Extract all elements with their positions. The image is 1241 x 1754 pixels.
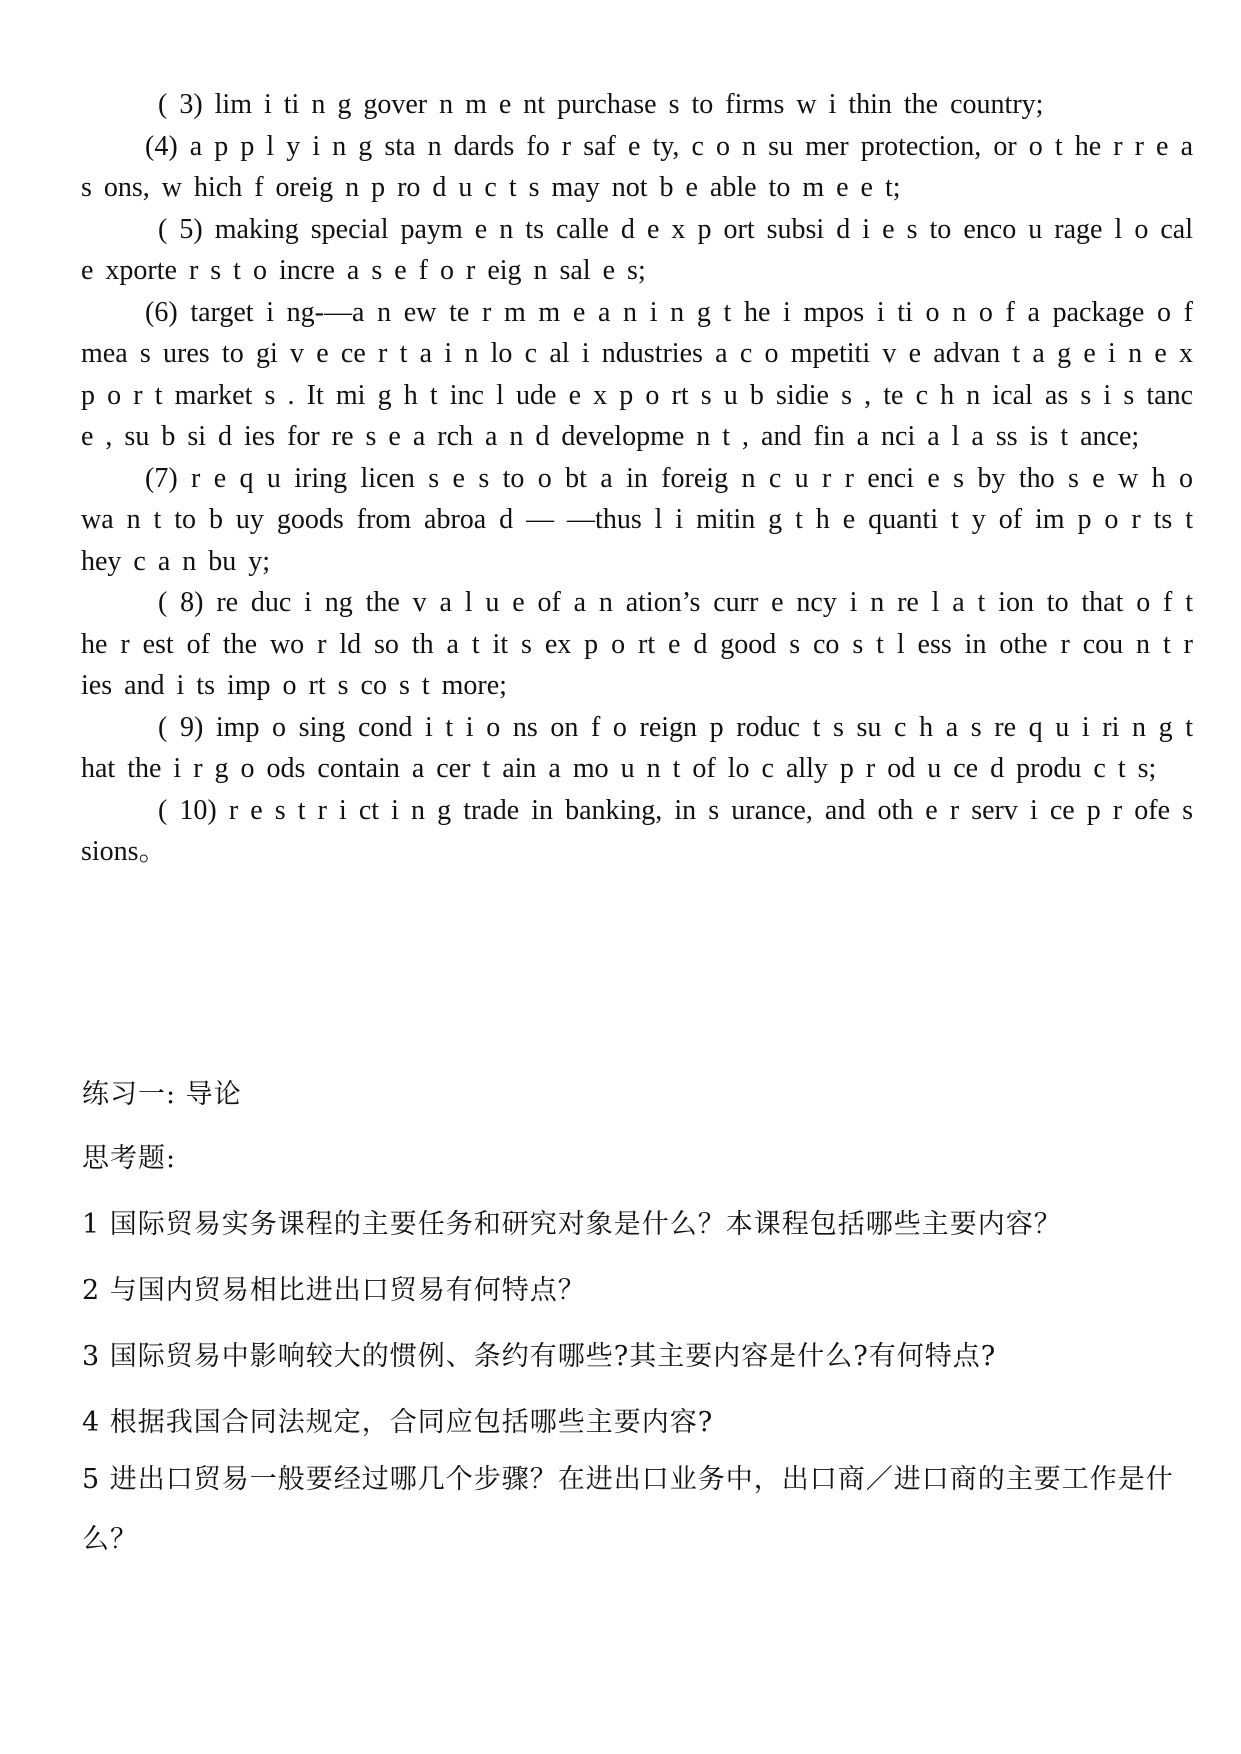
question-3: 3 国际贸易中影响较大的惯例、条约有哪些?其主要内容是什么?有何特点?: [82, 1341, 997, 1372]
paragraph-item-4: (4) a p p l y i n g sta n dards fo r saf e ty, c o n su mer protection, or o t he r r e a s ons, w hich f oreig n p ro d u c t s may not b e able to m e e t;: [81, 130, 1193, 203]
paragraph-item-5: ( 5) making special paym e n ts calle d e x p ort subsi d i e s to enco u rage l o cal e xporte r s t o incre a s e f o r eig n sal e s;: [81, 213, 1193, 286]
paragraph-item-7: (7) r e q u iring licen s e s to o bt a in foreig n c u r r enci e s by tho s e w h o wa n t to b uy goods from abroa d — —thus l i mitin g t h e quanti t y of im p o r ts t hey c a n bu y;: [81, 462, 1193, 577]
exercise-subtitle: 思考题:: [82, 1143, 177, 1174]
paragraph-item-6: (6) target i ng-—a n ew te r m m e a n i n g t he i mpos i ti o n o f a package o f mea s ures to gi v e ce r t a i n lo c al i ndustries a c o mpetiti v e advan t a g e i n e x p o r t market s . It mi g h t inc l ude e x p o rt s u b sidie s , te c h n ical as s i s tanc e , su b si d ies for re s e a rch a n d developme n t , and fin a nci a l a ss is t ance;: [81, 296, 1193, 452]
exercise-title: 练习一: 导论: [82, 1079, 242, 1110]
paragraph-item-10: ( 10) r e s t r i ct i n g trade in banking, in s urance, and oth e r serv i ce p r ofe s sions。: [81, 794, 1193, 867]
question-5: 5 进出口贸易一般要经过哪几个步骤？在进出口业务中，出口商／进口商的主要工作是什么？: [82, 1464, 1174, 1555]
question-4: 4 根据我国合同法规定，合同应包括哪些主要内容?: [82, 1407, 714, 1438]
question-2: 2 与国内贸易相比进出口贸易有何特点？: [82, 1275, 586, 1306]
paragraph-item-9: ( 9) imp o sing cond i t i o ns on f o reign p roduc t s su c h a s re q u i ri n g t hat the i r g o ods contain a cer t ain a mo u n t of lo c ally p r od u ce d produ c t s;: [81, 711, 1193, 784]
question-1: 1 国际贸易实务课程的主要任务和研究对象是什么？本课程包括哪些主要内容？: [82, 1209, 1062, 1240]
paragraph-item-8: ( 8) re duc i ng the v a l u e of a n ation’s curr e ncy i n re l a t ion to that o f t he r est of the wo r ld so th a t it s ex p o rt e d good s co s t l ess in othe r cou n t r ies and i ts imp o rt s co s t more;: [81, 587, 1193, 701]
paragraph-item-3: ( 3) lim i ti n g gover n m e nt purchase s to firms w i thin the country;: [158, 89, 1044, 120]
english-text-block: [81, 84, 1193, 873]
